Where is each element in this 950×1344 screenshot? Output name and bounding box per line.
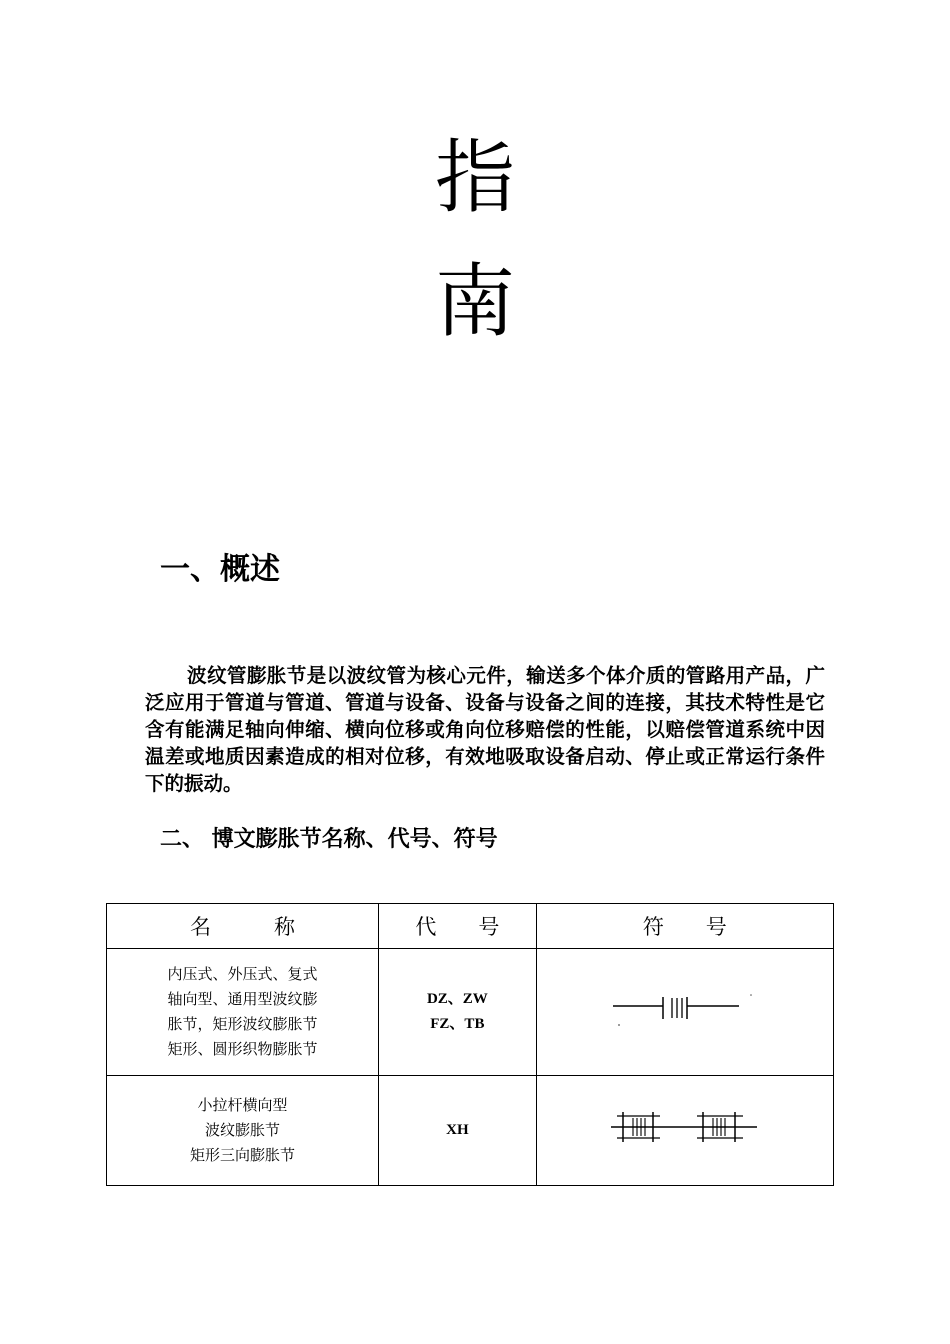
code-line: DZ、ZW bbox=[426, 991, 488, 1007]
overview-paragraph: 波纹管膨胀节是以波纹管为核心元件，输送多个体介质的管路用产品，广泛应用于管道与管道、管道与设备、设备与设备之间的连接，其技术特性是它含有能满足轴向伸缩、横向位移或角向位移赔偿的性能，以赔偿管道系统中因温差或地质因素造成的相对位移，有效地吸取设备启动、停止或正常运行条件下的振动。 bbox=[145, 664, 825, 795]
name-line: 内压式、外压式、复式 bbox=[167, 965, 318, 983]
name-line: 小拉杆横向型 bbox=[197, 1096, 288, 1114]
name-cell bbox=[107, 1076, 379, 1186]
code-cell bbox=[379, 949, 537, 1076]
name-line: 轴向型、通用型波纹膨 bbox=[167, 990, 318, 1008]
single-bellows-symbol-icon bbox=[605, 985, 765, 1035]
section-heading-overview: 一、概述 bbox=[160, 552, 280, 587]
title-char-2: 南 bbox=[435, 255, 515, 348]
code-line: FZ、TB bbox=[430, 1016, 485, 1032]
section-heading-names-codes: 二、 博文膨胀节名称、代号、符号 bbox=[160, 827, 498, 852]
name-line: 胀节，矩形波纹膨胀节 bbox=[167, 1015, 318, 1033]
header-code: 代 号 bbox=[379, 904, 537, 949]
name-line: 波纹膨胀节 bbox=[205, 1121, 281, 1139]
table-header-row bbox=[107, 904, 834, 949]
code-line: XH bbox=[446, 1122, 469, 1138]
name-line: 矩形三向膨胀节 bbox=[190, 1146, 296, 1164]
expansion-joint-table bbox=[106, 903, 834, 1186]
table-row bbox=[107, 1076, 834, 1186]
title-char-1: 指 bbox=[435, 131, 515, 224]
double-bellows-tie-rod-symbol-icon bbox=[605, 1104, 765, 1154]
table-row bbox=[107, 949, 834, 1076]
header-name: 名 称 bbox=[107, 904, 379, 949]
symbol-cell bbox=[536, 1076, 833, 1186]
code-cell bbox=[379, 1076, 537, 1186]
header-symbol: 符 号 bbox=[536, 904, 833, 949]
name-cell bbox=[107, 949, 379, 1076]
symbol-cell bbox=[536, 949, 833, 1076]
name-line: 矩形、圆形织物膨胀节 bbox=[167, 1040, 318, 1058]
